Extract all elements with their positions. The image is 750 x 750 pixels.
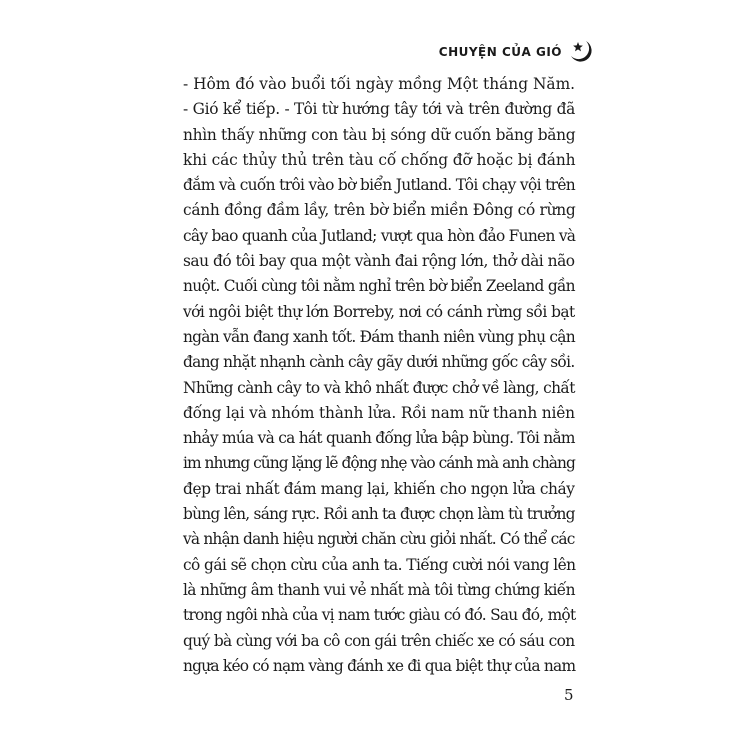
- text-line: nhảy múa và ca hát quanh đống lửa bập bùng. Tôi nằm: [183, 429, 575, 448]
- text-line: bùng lên, sáng rực. Rồi anh ta được chọn làm tù trưởng: [183, 505, 575, 524]
- text-line: - Gió kể tiếp. - Tôi từ hướng tây tới và trên đường đã: [183, 100, 576, 119]
- text-line: ngàn vẫn đang xanh tốt. Đám thanh niên vùng phụ cận: [183, 327, 575, 346]
- text-line: với ngôi biệt thự lớn Borreby, nơi có cánh rừng sồi bạt: [183, 302, 575, 321]
- text-line: trong ngôi nhà của vị nam tước giàu có đó. Sau đó, một: [183, 606, 576, 625]
- text-line: Những cành cây to và khô nhất được chở về làng, chất: [183, 378, 575, 397]
- text-line: nuột. Cuối cùng tôi nằm nghỉ trên bờ biển Zeeland gần: [183, 277, 575, 296]
- book-title: CHUYỆN CỦA GIÓ: [438, 45, 562, 59]
- running-header: [439, 40, 597, 64]
- text-line: đẹp trai nhất đám mang lại, khiến cho ngọn lửa cháy: [183, 479, 575, 498]
- story-text: [183, 72, 575, 679]
- text-line: cánh đồng đầm lầy, trên bờ biển miền Đông có rừng: [183, 201, 576, 220]
- text-line: đang nhặt nhạnh cành cây gãy dưới những gốc cây sồi.: [183, 353, 575, 372]
- text-line: đống lại và nhóm thành lửa. Rồi nam nữ thanh niên: [183, 403, 575, 422]
- text-line: - Hôm đó vào buổi tối ngày mồng Một tháng Năm.: [183, 75, 576, 93]
- text-line: đắm và cuốn trôi vào bờ biển Jutland. Tôi chạy vội trên: [183, 176, 576, 195]
- text-line: sau đó tôi bay qua một vành đai rộng lớn, thở dài não: [183, 252, 575, 271]
- text-line: nhìn thấy những con tàu bị sóng dữ cuốn băng băng: [183, 125, 576, 144]
- page-number: 5: [564, 686, 574, 704]
- text-line: ngựa kéo có nạm vàng đánh xe đi qua biệt thự của nam: [183, 656, 576, 675]
- text-line: là những âm thanh vui vẻ nhất mà tôi từng chứng kiến: [183, 580, 575, 599]
- text-line: cô gái sẽ chọn cừu của anh ta. Tiếng cười nói vang lên: [183, 555, 576, 574]
- text-line: và nhận danh hiệu người chăn cừu giỏi nhất. Có thể các: [183, 530, 575, 549]
- text-line: quý bà cùng với ba cô con gái trên chiếc xe có sáu con: [183, 631, 575, 650]
- moon-star-icon: [567, 37, 597, 67]
- text-line: im nhưng cũng lặng lẽ động nhẹ vào cánh mà anh chàng: [183, 454, 575, 473]
- text-line: khi các thủy thủ trên tàu cố chống đỡ hoặc bị đánh: [183, 150, 576, 169]
- text-line: cây bao quanh của Jutland; vượt qua hòn đảo Funen và: [183, 226, 576, 245]
